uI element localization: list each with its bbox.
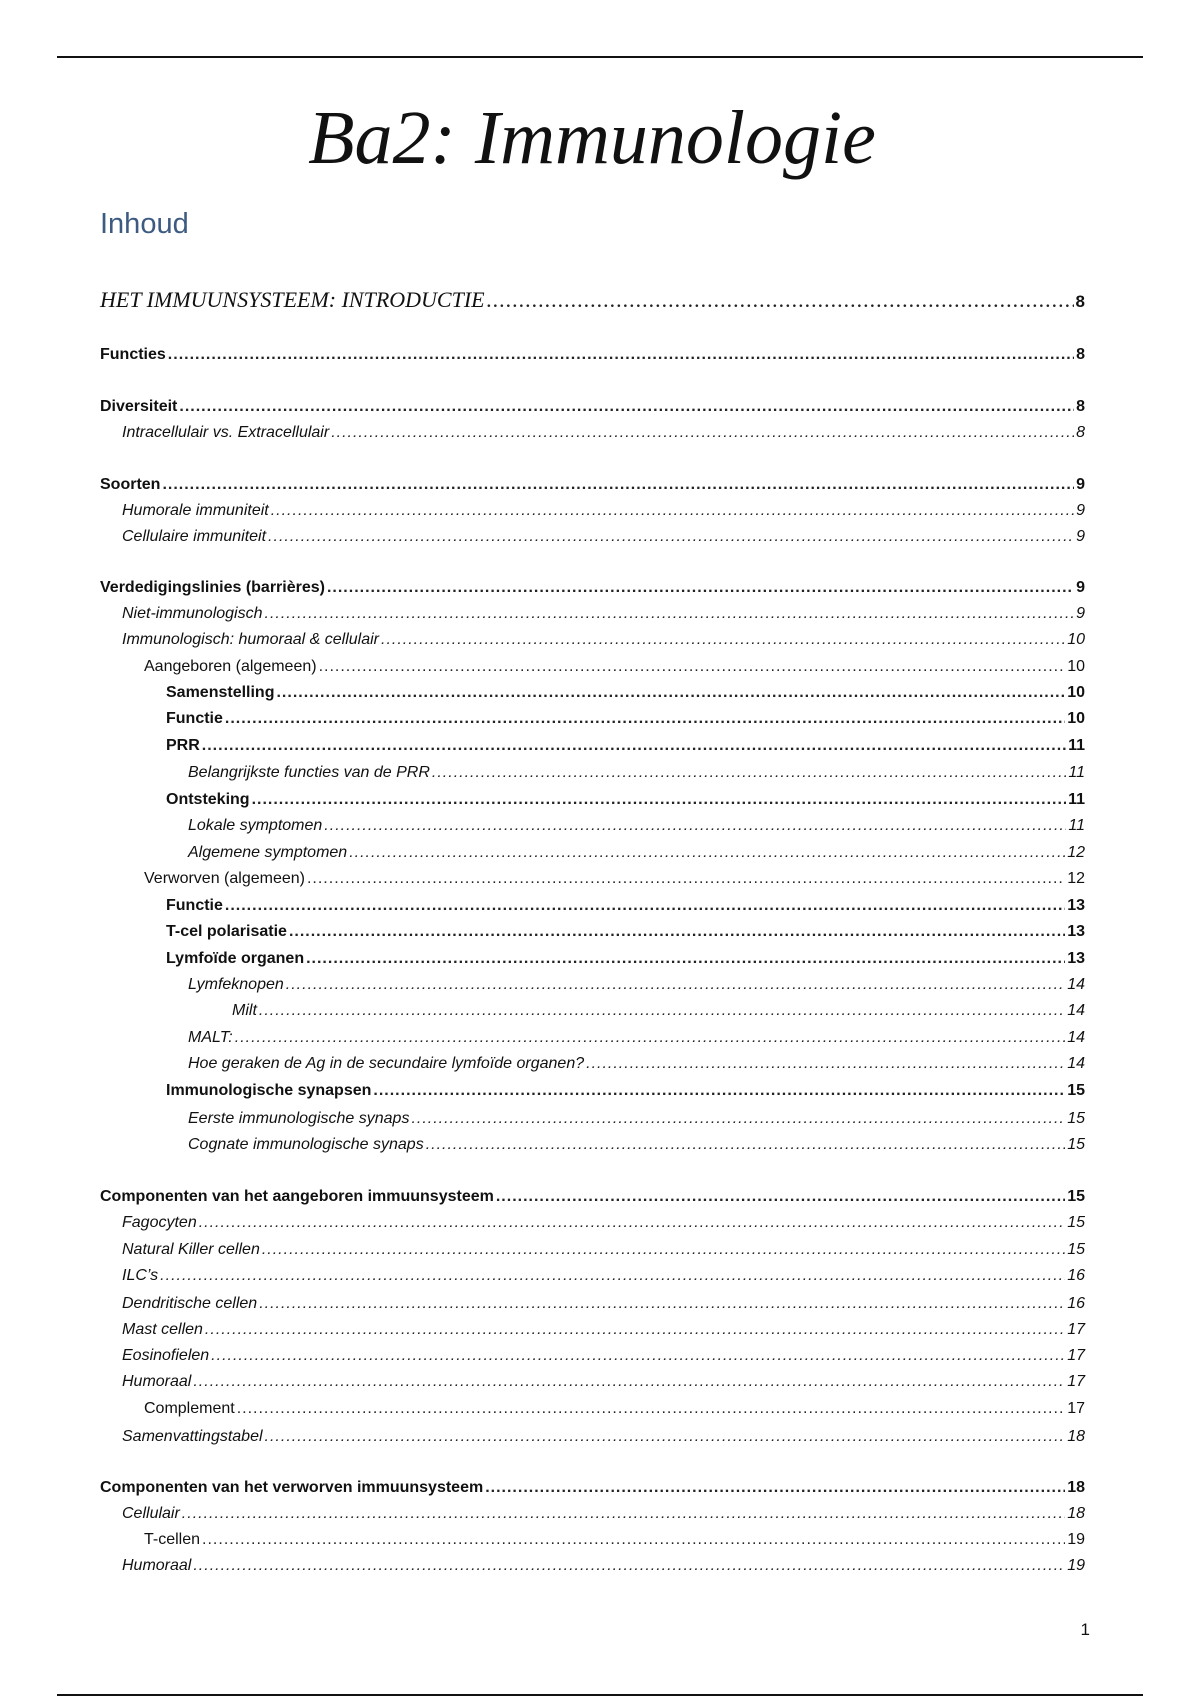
toc-entry-label: Componenten van het verworven immuunsysteem [100,1479,484,1496]
toc-leader [262,1239,1065,1261]
toc-entry[interactable] [122,500,1085,522]
toc-leader [162,474,1074,496]
toc-entry[interactable] [166,921,1085,943]
toc-entry-label: Lymfeknopen [188,976,284,993]
toc-entry-label: Soorten [100,476,161,493]
toc-entry[interactable] [188,815,1085,837]
toc-entry-label: PRR [166,737,200,754]
toc-leader [331,422,1074,444]
toc-entry-label: Cognate immunologische synaps [188,1136,424,1153]
toc-entry[interactable] [166,708,1085,730]
toc-leader [225,895,1065,917]
toc-entry[interactable] [188,762,1085,784]
toc-entry-label: Lymfoïde organen [166,950,305,967]
toc-entry-page: 13 [1067,950,1085,967]
toc-entry[interactable] [188,842,1085,864]
toc-leader [289,921,1065,943]
toc-entry-label: Dendritische cellen [122,1295,258,1312]
toc-entry-page: 14 [1067,976,1085,993]
document-title: Ba2: Immunologie [308,96,876,180]
toc-entry-page: 13 [1067,897,1085,914]
toc-entry[interactable] [166,682,1085,704]
toc-leader [306,948,1065,970]
toc-entry[interactable] [188,974,1085,996]
toc-leader [202,735,1066,757]
toc-entry-page: 16 [1067,1295,1085,1312]
toc-heading: Inhoud [100,208,189,240]
toc-entry-label: Aangeboren (algemeen) [144,658,317,675]
toc-leader [426,1134,1066,1156]
toc-entry[interactable] [122,1212,1085,1234]
toc-entry[interactable] [100,396,1085,418]
toc-entry-page: 12 [1067,870,1085,887]
toc-entry-label: Functie [166,710,223,727]
toc-entry-label: Eerste immunologische synaps [188,1110,410,1127]
toc-leader [237,1398,1066,1420]
toc-entry[interactable] [122,1503,1085,1525]
toc-entry-label: Verworven (algemeen) [144,870,305,887]
toc-leader [259,1293,1065,1315]
toc-entry[interactable] [122,422,1085,444]
toc-entry-label: Humoraal [122,1373,192,1390]
toc-leader [432,762,1066,784]
toc-leader [307,868,1065,890]
toc-leader [235,1027,1065,1049]
toc-entry-label: Samenstelling [166,684,275,701]
toc-entry-page: 15 [1067,1188,1085,1205]
toc-entry[interactable] [122,526,1085,548]
toc-entry-page: 13 [1067,923,1085,940]
toc-entry-label: Diversiteit [100,398,178,415]
toc-entry[interactable] [188,1108,1085,1130]
toc-leader [193,1371,1065,1393]
toc-entry[interactable] [166,948,1085,970]
toc-leader [276,682,1065,704]
toc-entry-label: ILC’s [122,1267,159,1284]
toc-entry-page: 9 [1076,579,1085,596]
toc-entry[interactable] [166,735,1085,757]
toc-leader [485,1477,1065,1499]
toc-entry-page: 9 [1076,502,1085,519]
toc-leader [182,1503,1065,1525]
toc-entry[interactable] [144,868,1085,890]
toc-entry-page: 10 [1067,631,1085,648]
toc-leader [211,1345,1065,1367]
toc-entry-label: Ontsteking [166,791,250,808]
toc-leader [324,815,1066,837]
toc-leader [179,396,1074,418]
toc-entry[interactable] [144,656,1085,678]
toc-entry-label: Functie [166,897,223,914]
toc-entry-page: 14 [1067,1002,1085,1019]
toc-entry-label: Mast cellen [122,1321,203,1338]
toc-leader [168,344,1074,366]
toc-entry[interactable] [100,1477,1085,1499]
toc-leader [202,1529,1065,1551]
toc-leader [199,1212,1065,1234]
toc-entry-label: Samenvattingstabel [122,1428,263,1445]
toc-entry-label: Humorale immuniteit [122,502,269,519]
toc-entry-page: 11 [1068,791,1085,808]
toc-entry-page: 15 [1067,1082,1085,1099]
toc-leader [252,789,1067,811]
toc-entry-page: 11 [1068,764,1085,781]
toc-entry[interactable] [166,895,1085,917]
toc-leader [268,526,1074,548]
toc-entry-page: 8 [1076,424,1085,441]
toc-entry-label: Intracellulair vs. Extracellulair [122,424,330,441]
toc-entry-label: HET IMMUUNSYSTEEM: INTRODUCTIE [100,287,485,312]
page-number: 1 [1080,1620,1090,1639]
toc-entry[interactable] [188,1027,1085,1049]
toc-entry-label: Complement [144,1400,235,1417]
toc-entry-page: 9 [1076,476,1085,493]
toc-entry-label: Niet-immunologisch [122,605,263,622]
toc-entry-label: T-cel polarisatie [166,923,287,940]
toc-entry-label: Natural Killer cellen [122,1241,260,1258]
toc-leader [487,287,1074,313]
toc-leader [205,1319,1065,1341]
toc-entry-page: 15 [1067,1241,1085,1258]
toc-entry-page: 9 [1076,528,1085,545]
toc-leader [496,1186,1065,1208]
toc-leader [373,1080,1065,1102]
toc-entry-page: 17 [1067,1347,1085,1364]
toc-entry-label: Eosinofielen [122,1347,210,1364]
toc-leader [327,577,1074,599]
toc-entry-page: 17 [1067,1400,1085,1417]
toc-entry[interactable] [100,577,1085,599]
toc-entry-label: Fagocyten [122,1214,197,1231]
toc-entry[interactable] [100,1186,1085,1208]
toc-entry-label: Functies [100,346,166,363]
toc-entry-label: Componenten van het aangeboren immuunsysteem [100,1188,494,1205]
toc-entry[interactable] [122,1426,1085,1448]
toc-entry[interactable] [122,1371,1085,1393]
toc-entry[interactable] [144,1529,1085,1551]
toc-entry[interactable] [166,789,1085,811]
toc-entry-page: 10 [1067,710,1085,727]
toc-entry-label: Belangrijkste functies van de PRR [188,764,430,781]
toc-entry-label: MALT: [188,1029,233,1046]
toc-entry-page: 17 [1067,1321,1085,1338]
toc-entry-page: 19 [1067,1557,1085,1574]
toc-entry[interactable] [100,344,1085,366]
toc-entry[interactable] [122,603,1085,625]
toc-entry-label: Milt [232,1002,257,1019]
toc-entry-page: 9 [1076,605,1085,622]
toc-entry-page: 8 [1076,346,1085,363]
toc-entry-page: 14 [1067,1029,1085,1046]
toc-entry-page: 8 [1076,398,1085,415]
toc-entry-page: 12 [1067,844,1085,861]
toc-leader [286,974,1065,996]
toc-entry-page: 11 [1068,737,1085,754]
toc-entry-page: 14 [1067,1055,1085,1072]
toc-entry[interactable] [122,629,1085,651]
toc-entry[interactable] [122,1293,1085,1315]
toc-entry-label: Algemene symptomen [188,844,348,861]
toc-entry-label: Cellulaire immuniteit [122,528,267,545]
toc-entry-page: 18 [1067,1505,1085,1522]
toc-entry-page: 15 [1067,1110,1085,1127]
toc-entry[interactable] [122,1319,1085,1341]
toc-entry-label: Immunologisch: humoraal & cellulair [122,631,379,648]
toc-entry-page: 18 [1067,1428,1085,1445]
toc-entry-page: 19 [1067,1531,1085,1548]
toc-entry-page: 10 [1067,658,1085,675]
toc-entry[interactable] [100,474,1085,496]
toc-entry-page: 16 [1067,1267,1085,1284]
toc-entry-page: 11 [1068,817,1085,834]
toc-entry-page: 17 [1067,1373,1085,1390]
toc-entry-page: 8 [1075,292,1085,311]
toc-leader [381,629,1065,651]
toc-entry[interactable] [166,1080,1085,1102]
toc-entry-label: Hoe geraken de Ag in de secundaire lymfoïde organen? [188,1055,585,1072]
toc-entry[interactable] [144,1398,1085,1420]
bottom-rule [57,1694,1143,1696]
toc-leader [586,1053,1065,1075]
toc-leader [265,1426,1066,1448]
toc-entry-page: 15 [1067,1214,1085,1231]
toc-entry-label: Immunologische synapsen [166,1082,372,1099]
toc-entry[interactable] [188,1053,1085,1075]
toc-leader [349,842,1065,864]
toc-entry-page: 18 [1067,1479,1085,1496]
toc-leader [193,1555,1065,1577]
toc-leader [271,500,1074,522]
toc-entry-label: Lokale symptomen [188,817,323,834]
toc-entry[interactable] [232,1000,1085,1022]
toc-entry[interactable] [122,1239,1085,1261]
toc-entry[interactable] [122,1345,1085,1367]
toc-leader [160,1265,1065,1287]
toc-leader [225,708,1065,730]
toc-entry-label: Cellulair [122,1505,180,1522]
toc-entry-label: Humoraal [122,1557,192,1574]
toc-entry-page: 15 [1067,1136,1085,1153]
toc-entry[interactable] [188,1134,1085,1156]
toc-entry[interactable] [122,1265,1085,1287]
toc-leader [259,1000,1065,1022]
toc-entry-label: Verdedigingslinies (barrières) [100,579,325,596]
toc-leader [411,1108,1065,1130]
toc-entry[interactable] [122,1555,1085,1577]
toc-entry-page: 10 [1067,684,1085,701]
toc-leader [265,603,1075,625]
toc-entry[interactable] [100,287,1085,315]
toc-entry-label: T-cellen [144,1531,201,1548]
toc-leader [319,656,1066,678]
